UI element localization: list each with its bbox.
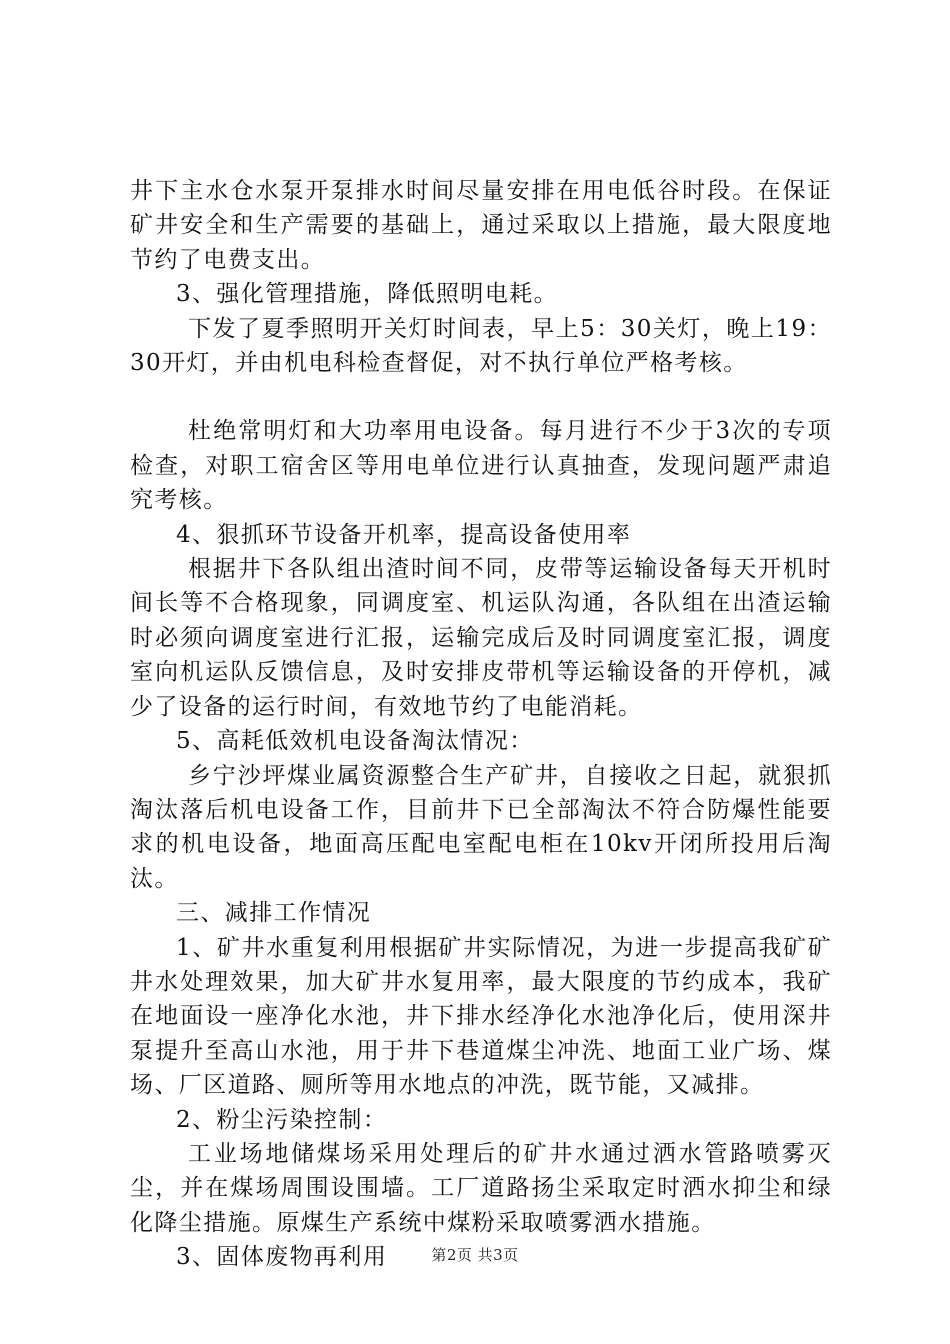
heading-equipment-usage: 4、狠抓环节设备开机率，提高设备使用率 <box>176 521 632 548</box>
paragraph-lighting-schedule: 下发了夏季照明开关灯时间表，早上5：30关灯，晚上19：30开灯，并由机电科检查督促，对不执行单位严格考核。 <box>130 315 832 377</box>
heading-solid-waste: 3、固体废物再利用 <box>176 1244 388 1271</box>
paragraph-elimination-details: 乡宁沙坪煤业属资源整合生产矿井，自接收之日起，就狠抓淘汰落后机电设备工作，目前井下已全部淘汰不符合防爆性能要求的机电设备，地面高压配电室配电柜在10kv开闭所投用后淘汰。 <box>130 762 832 892</box>
heading-dust-control: 2、粉尘污染控制： <box>176 1106 388 1133</box>
heading-lighting-measures: 3、强化管理措施，降低照明电耗。 <box>176 281 559 308</box>
paragraph-transport-equipment: 根据井下各队组出渣时间不同，皮带等运输设备每天开机时间长等不合格现象，同调度室、机运队沟通，各队组在出渣运输时必须向调度室进行汇报，运输完成后及时同调度室汇报，调度室向机运队反馈信息，及时安排皮带机等运输设备的开停机，减少了设备的运行时间，有效地节约了电能消耗。 <box>130 556 832 720</box>
document-body <box>130 174 832 1275</box>
page-number-footer: 第2页 共3页 <box>431 1246 519 1264</box>
paragraph-dust-measures: 工业场地储煤场采用处理后的矿井水通过洒水管路喷雾灭尘，并在煤场周围设围墙。工厂道路扬尘采取定时洒水抑尘和绿化降尘措施。原煤生产系统中煤粉采取喷雾洒水措施。 <box>130 1140 832 1236</box>
heading-emission-reduction: 三、减排工作情况 <box>176 900 372 927</box>
heading-equipment-elimination: 5、高耗低效机电设备淘汰情况： <box>176 728 534 755</box>
paragraph-inspection: 杜绝常明灯和大功率用电设备。每月进行不少于3次的专项检查，对职工宿舍区等用电单位进行认真抽查，发现问题严肃追究考核。 <box>130 418 832 514</box>
paragraph-continuation: 井下主水仓水泵开泵排水时间尽量安排在用电低谷时段。在保证矿井安全和生产需要的基础上，通过采取以上措施，最大限度地节约了电费支出。 <box>130 178 832 273</box>
paragraph-water-reuse: 1、矿井水重复利用根据矿井实际情况，为进一步提高我矿矿井水处理效果，加大矿井水复用率，最大限度的节约成本，我矿在地面设一座净化水池，井下排水经净化水池净化后，使用深井泵提升至高山水池，用于井下巷道煤尘冲洗、地面工业广场、煤场、厂区道路、厕所等用水地点的冲洗，既节能，又减排。 <box>130 934 832 1099</box>
